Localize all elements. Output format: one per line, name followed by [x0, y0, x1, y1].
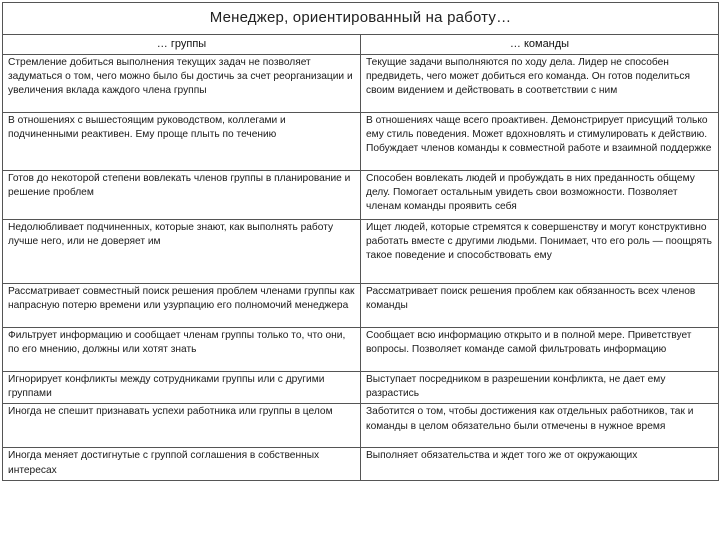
team-cell: Ищет людей, которые стремятся к совершенству и могут конструктивно работать вместе с другими людьми. Понимает, что его роль — поощрять такое поведение и способствовать ему — [361, 220, 719, 284]
group-cell: Стремление добиться выполнения текущих задач не позволяет задуматься о том, чего можно было бы достичь за счет реорганизации и увеличения вклада каждого члена группы — [3, 55, 361, 113]
table-row — [3, 448, 719, 480]
team-cell: Способен вовлекать людей и пробуждать в них преданность общему делу. Помогает остальным увидеть свои возможности. Позволяет членам команды проявить себя — [361, 171, 719, 220]
team-cell: Выполняет обязательства и ждет того же от окружающих — [361, 448, 719, 480]
group-cell: Игнорирует конфликты между сотрудниками группы или с другими группами — [3, 372, 361, 404]
table-row — [3, 113, 719, 171]
group-cell: Недолюбливает подчиненных, которые знают, как выполнять работу лучше него, или не доверяет им — [3, 220, 361, 284]
team-cell: Выступает посредником в разрешении конфликта, не дает ему разрастись — [361, 372, 719, 404]
table-row — [3, 284, 719, 328]
table-title: Менеджер, ориентированный на работу… — [3, 3, 719, 35]
table-row — [3, 220, 719, 284]
team-cell: Сообщает всю информацию открыто и в полной мере. Приветствует вопросы. Позволяет команде самой фильтровать информацию — [361, 328, 719, 372]
comparison-table — [2, 2, 719, 481]
group-cell: В отношениях с вышестоящим руководством, коллегами и подчиненными реактивен. Ему проще плыть по течению — [3, 113, 361, 171]
table-row — [3, 171, 719, 220]
group-cell: Иногда не спешит признавать успехи работника или группы в целом — [3, 404, 361, 448]
column-header-team: … команды — [361, 35, 719, 55]
group-cell: Иногда меняет достигнутые с группой соглашения в собственных интересах — [3, 448, 361, 480]
header-row — [3, 35, 719, 55]
group-cell: Готов до некоторой степени вовлекать членов группы в планирование и решение проблем — [3, 171, 361, 220]
table-row — [3, 372, 719, 404]
team-cell: В отношениях чаще всего проактивен. Демонстрирует присущий только ему стиль поведения. Может вдохновлять и стимулировать к действию. Побуждает членов команды к совместной работе и взаимной поддержке — [361, 113, 719, 171]
group-cell: Фильтрует информацию и сообщает членам группы только то, что они, по его мнению, должны или хотят знать — [3, 328, 361, 372]
column-header-group: … группы — [3, 35, 361, 55]
table-row — [3, 328, 719, 372]
title-row — [3, 3, 719, 35]
table-row — [3, 55, 719, 113]
team-cell: Рассматривает поиск решения проблем как обязанность всех членов команды — [361, 284, 719, 328]
team-cell: Текущие задачи выполняются по ходу дела. Лидер не способен предвидеть, чего может добиться его команда. Он готов поделиться своим видением и действовать в соответствии с ним — [361, 55, 719, 113]
team-cell: Заботится о том, чтобы достижения как отдельных работников, так и команды в целом обязательно были отмечены в нужное время — [361, 404, 719, 448]
group-cell: Рассматривает совместный поиск решения проблем членами группы как напрасную потерю времени или узурпацию его полномочий менеджера — [3, 284, 361, 328]
table-row — [3, 404, 719, 448]
